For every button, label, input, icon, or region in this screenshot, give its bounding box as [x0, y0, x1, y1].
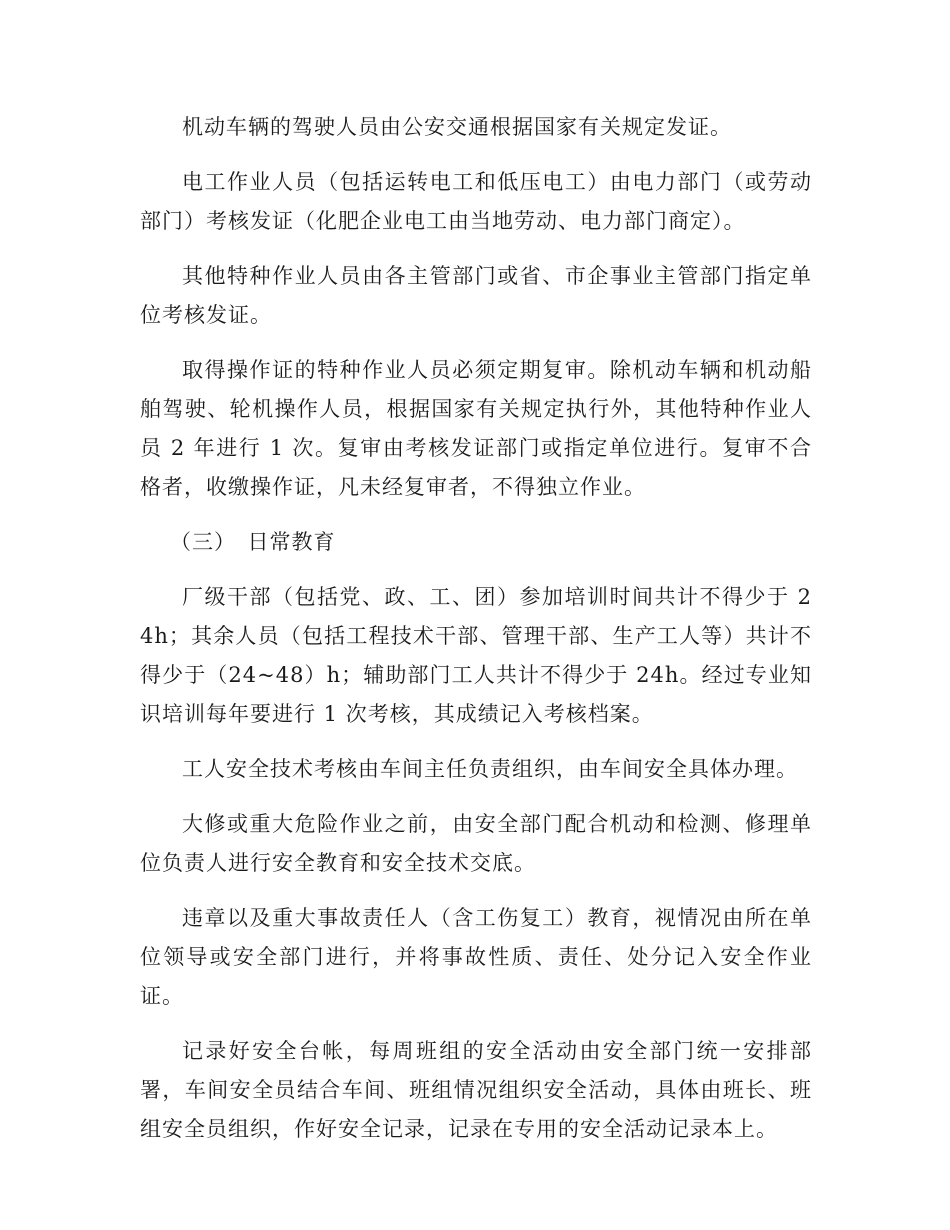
- paragraph-electrician-certification: 电工作业人员（包括运转电工和低压电工）由电力部门（或劳动部门）考核发证（化肥企业电工由当地劳动、电力部门商定）。: [140, 170, 812, 233]
- paragraph-other-special-workers: 其他特种作业人员由各主管部门或省、市企事业主管部门指定单位考核发证。: [140, 264, 812, 327]
- paragraph-worker-assessment: 工人安全技术考核由车间主任负责组织，由车间安全具体办理。: [182, 757, 798, 781]
- section-heading-daily-education: （三） 日常教育: [170, 530, 336, 554]
- paragraph-periodic-review: 取得操作证的特种作业人员必须定期复审。除机动车辆和机动船舶驾驶、轮机操作人员，根据国家有关规定执行外，其他特种作业人员 2 年进行 1 次。复审由考核发证部门或指定单位进行。复审不合格者，收缴操作证，凡未经复审者，不得独立作业。: [140, 358, 812, 499]
- paragraph-overhaul-education: 大修或重大危险作业之前，由安全部门配合机动和检测、修理单位负责人进行安全教育和安全技术交底。: [140, 812, 812, 875]
- paragraph-training-hours: 厂级干部（包括党、政、工、团）参加培训时间共计不得少于 24h；其余人员（包括工程技术干部、管理干部、生产工人等）共计不得少于（24~48）h；辅助部门工人共计不得少于 24h。经过专业知识培训每年要进行 1 次考核，其成绩记入考核档案。: [140, 585, 812, 726]
- paragraph-violation-education: 违章以及重大事故责任人（含工伤复工）教育，视情况由所在单位领导或安全部门进行，并将事故性质、责任、处分记入安全作业证。: [140, 906, 812, 1008]
- paragraph-safety-records: 记录好安全台帐，每周班组的安全活动由安全部门统一安排部署，车间安全员结合车间、班组情况组织安全活动，具体由班长、班组安全员组织，作好安全记录，记录在专用的安全活动记录本上。: [140, 1039, 812, 1141]
- paragraph-driver-certification: 机动车辆的驾驶人员由公安交通根据国家有关规定发证。: [182, 115, 732, 139]
- document-body: [140, 108, 812, 1165]
